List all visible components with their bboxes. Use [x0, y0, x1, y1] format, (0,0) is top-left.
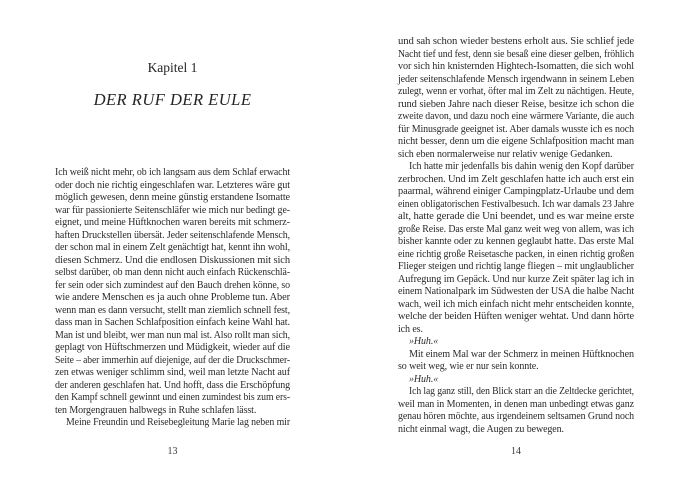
text-line: zen etwas weniger schlimm sind, weil man letzte Nacht auf: [55, 367, 290, 378]
text-line: jeder seitenschlafende Mensch irgendwann in seinem Leben: [398, 73, 635, 85]
chapter-title: DER RUF DER EULE: [93, 90, 252, 109]
text-line: möglich gewesen, denn meine günstig erstandene Isomatte: [55, 192, 291, 203]
text-line: ich es.: [398, 323, 423, 335]
text-line: wenn man es dann versucht, stellt man ziemlich schnell fest,: [55, 304, 290, 316]
text-line: wach, weil ich mich einfach nicht mehr entscheiden konnte,: [398, 298, 634, 310]
text-line: einen obligatorischen Festivalbesuch. Ich war damals 23 Jahre: [398, 198, 635, 210]
text-line: haften Druckstellen übersät. Jeder seitenschlafende Mensch,: [55, 229, 291, 241]
right-page: [398, 0, 634, 485]
text-line: »Huh.«: [409, 373, 439, 385]
text-line: zerbrochen. Und im Zelt geschlafen hatte ich auch erst ein: [398, 173, 634, 185]
text-line: geplagt von Hüftschmerzen und Müdigkeit, wieder auf die: [55, 342, 291, 353]
text-line: fer sein oder sich zumindest auf den Bauch drehen könne, so: [55, 279, 291, 291]
text-line: welche der beiden Hüften weniger wehtat. Und dann hörte: [398, 311, 635, 322]
left-page-body: [55, 167, 290, 430]
text-line: Seite – aber immerhin auf diejenige, auf der die Druckschmer-: [55, 354, 291, 366]
text-line: zulegt, wenn er vorhat, öfter mal im Zelt zu nächtigen. Heute,: [398, 86, 634, 97]
text-line: dass man in Sachen Schlafposition einfach keine Wahl hat.: [55, 317, 290, 328]
page-number-left: 13: [167, 446, 178, 457]
text-line: paarmal, während einiger Campingplatz-Urlaube und dem: [398, 186, 634, 197]
text-line: ten Morgengrauen halbwegs in Ruhe schlafen lässt.: [55, 404, 257, 416]
text-line: Nacht tief und fest, denn sie besaß eine dieser gelben, fröhlich: [398, 48, 635, 60]
text-line: vor sich hin knisternden Hightech-Isomatten, die sich wohl: [398, 61, 634, 72]
text-line: so weit weg, wie er nur sein konnte.: [398, 361, 539, 372]
text-line: der anderen geschlafen hat. Und hofft, dass die Erschöpfung: [55, 379, 290, 391]
text-line: und sah schon wieder bestens erholt aus. Sie schlief jede: [398, 36, 635, 47]
text-line: einem Nationalpark im Südwesten der USA die halbe Nacht: [398, 286, 635, 297]
text-line: Flieger steigen und richtig lange fliegen – mit unglaublicher: [398, 261, 635, 272]
text-line: rund sieben Jahre nach dieser Reise, besitze ich schon die: [398, 98, 634, 110]
text-line: wie andere Menschen es ja auch ohne Probleme tun. Aber: [55, 292, 291, 303]
text-line: für Minusgrade geeignet ist. Aber damals wusste ich es noch: [398, 123, 634, 135]
text-line: eine richtig große Reisetasche packen, in einen richtig großen: [398, 248, 635, 260]
text-line: bisher kannte oder zu kennen geglaubt hatte. Das erste Mal: [398, 236, 634, 247]
text-line: Man ist und bleibt, wer man nun mal ist. Also rollt man sich,: [55, 329, 290, 341]
text-line: Ich hatte mir jedenfalls bis dahin wenig den Kopf darüber: [409, 161, 634, 172]
text-line: der schon mal in einem Zelt genächtigt hat, kennt ihn wohl,: [55, 242, 291, 253]
text-line: »Huh.«: [409, 336, 439, 347]
text-line: nicht einmal wagt, die Augen zu bewegen.: [398, 423, 564, 435]
text-line: war für passionierte Seitenschläfer wie mich nur bedingt ge-: [55, 204, 291, 216]
text-line: den Kampf schnell gewinnt und einen zumindest bis zum ers-: [55, 392, 290, 403]
text-line: zweite davon, und dazu noch eine wärmere Variante, die auch: [398, 111, 635, 122]
text-line: Meine Freundin und Reisebegleitung Marie lag neben mir: [66, 417, 291, 428]
left-page: [55, 0, 290, 485]
text-line: diesen Schmerz. Und die endlosen Diskussionen mit sich: [55, 254, 291, 266]
text-line: nicht besser, denn um die eigene Schlafposition macht man: [398, 136, 634, 147]
text-line: große Reise. Das erste Mal ganz weit weg von allem, was ich: [398, 223, 634, 235]
text-line: selbst darüber, ob man denn nicht auch einfach Rückenschlä-: [55, 267, 290, 278]
text-line: eignet, und meine Hüftknochen waren bereits mit schmerz-: [55, 217, 290, 228]
right-page-body: [398, 36, 634, 436]
text-line: weil man in Momenten, in denen man unbedingt etwas ganz: [398, 398, 635, 410]
text-line: sich eben normalerweise nur relativ wenige Gedanken.: [398, 148, 613, 160]
text-line: Aufregung im Gepäck. Und nur kurze Zeit später lag ich in: [398, 273, 635, 285]
text-line: oder doch nie richtig eingeschlafen war. Letzteres wäre gut: [55, 179, 290, 191]
page-number-right: 14: [511, 446, 521, 457]
text-line: alt, hatte gerade die Uni beendet, und es war meine erste: [398, 211, 634, 222]
text-line: Mit einem Mal war der Schmerz in meinen Hüftknochen: [409, 348, 634, 360]
chapter-label: Kapitel 1: [147, 60, 198, 75]
text-line: Ich weiß nicht mehr, ob ich langsam aus dem Schlaf erwacht: [55, 167, 290, 178]
text-line: Ich lag ganz still, den Blick starr an die Zeltdecke gerichtet,: [409, 386, 634, 397]
text-line: genau hören möchte, aus irgendeinem seltsamen Grund noch: [398, 411, 634, 422]
